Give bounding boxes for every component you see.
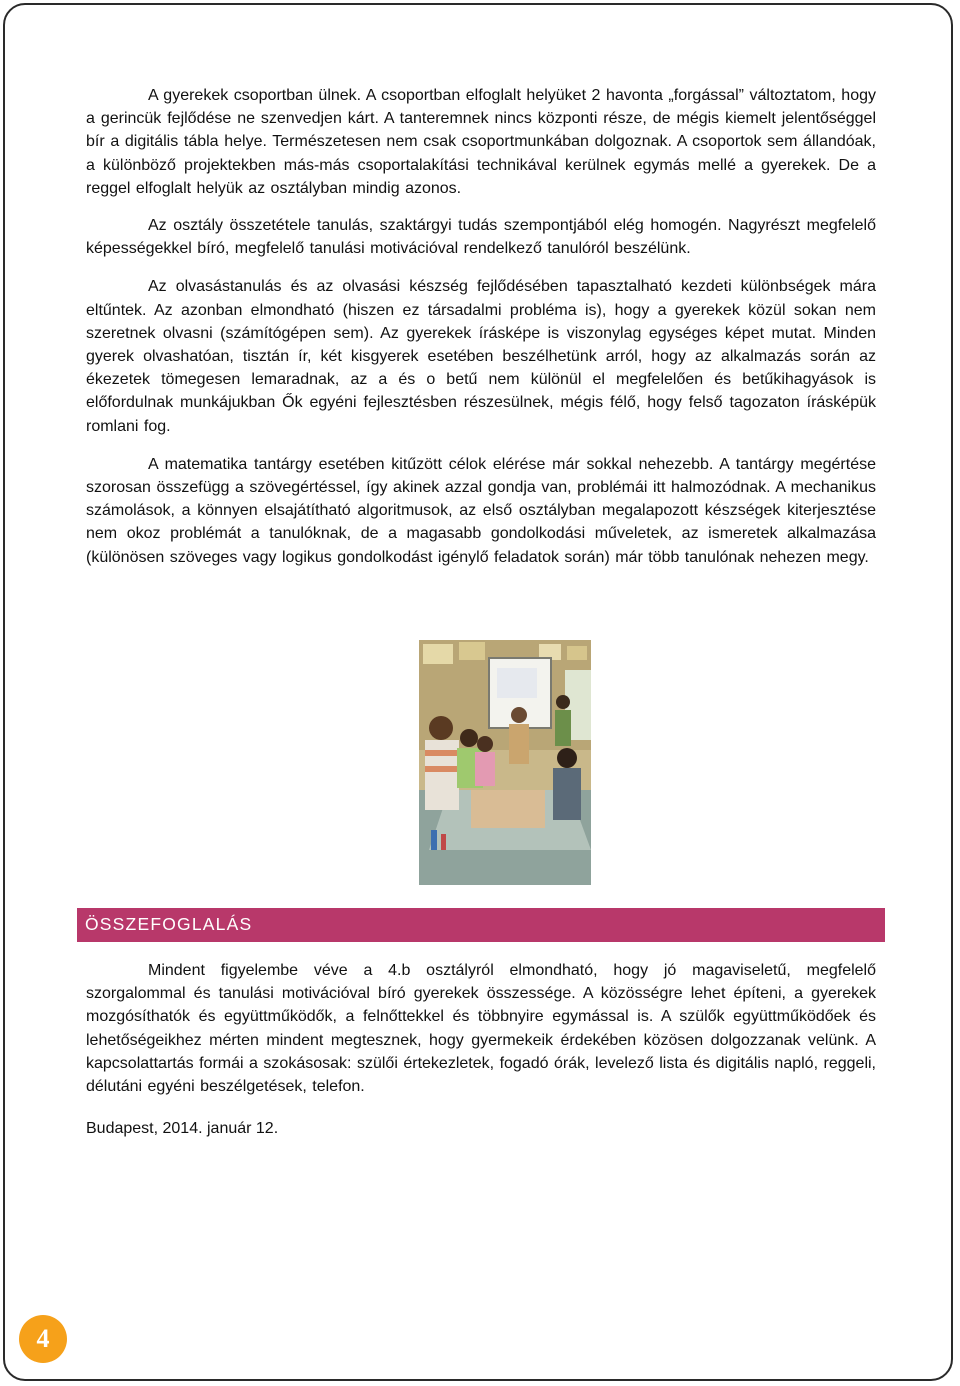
paragraph-math: A matematika tantárgy esetében kitűzött célok elérése már sokkal nehezebb. A tantárgy megértése szorosan összefügg a szövegértéssel, így akinek azzal gondja van, problémái itt halmozódnak. A mechanikus számolások, a könnyen elsajátítható algoritmusok, az első osztályban megalapozott készségek kiterjesztése nem okoz problémát a tanulóknak, de a magasabb gondolkodási műveletek, az ismeretek alkalmazása (különösen szöveges vagy logikus gondolkodást igénylő feladatok során) már több tanulónak nehezen megy. — [86, 455, 876, 566]
summary-text — [86, 959, 876, 1113]
classroom-photo — [419, 640, 591, 885]
section-heading-bar — [77, 908, 885, 942]
paragraph-summary: Mindent figyelembe véve a 4.b osztályról elmondható, hogy jó magaviseletű, megfelelő szorgalommal és tanulási motivációval bíró gyerekek összessége. A közösségre lehet építeni, a gyerekek mozgósíthatók és együttműködők, a felnőttekkel és többnyire egymással is. A szülők együttműködőek és lehetőségeikhez mérten mindent megtesznek, hogy gyermekeik érdekében közösen dolgozzanak velünk. A kapcsolattartás formái a szokásosak: szülői értekezletek, fogadó órák, levelező lista és digitális napló, reggeli, délutáni egyéni beszélgetések, telefon. — [86, 962, 876, 1096]
page-number-badge: 4 — [19, 1315, 67, 1363]
paragraph-reading: Az olvasástanulás és az olvasási készség fejlődésében tapasztalható kezdeti különbségek mára eltűntek. Az azonban elmondható (hiszen ez társadalmi probléma is), hogy a gyerekek közül sokan nem szeretnek olvasni (számítógépen sem). Az gyerekek írásképe is viszonylag egységes képet mutat. Minden gyerek olvashatóan, tisztán ír, két kisgyerek esetében beszélhetünk arról, hogy az alkalmazás során az ékezetek tömegesen lemaradnak, az a és o betű nem különül el megfelelően és betűkihagyások is előfordulnak munkájukban Ők egyéni fejlesztésben részesülnek, mégis félő, hogy felső tagozaton írásképük romlani fog. — [86, 278, 876, 435]
body-text — [86, 84, 876, 584]
section-title: ÖSSZEFOGLALÁS — [85, 914, 253, 934]
paragraph-seating: A gyerekek csoportban ülnek. A csoportban elfoglalt helyüket 2 havonta „forgással” változtatom, hogy a gerincük fejlődése ne szenvedjen kárt. A tanteremnek nincs központi része, de mégis kiemelt jelentőséggel bír a digitális tábla helye. Természetesen nem csak csoportmunkában dolgoznak. A csoportok sem állandóak, a különböző projektekben más-más csoportalakítási technikával kerülnek egymás mellé a gyerekek. De a reggel elfoglalt helyük az osztályban mindig azonos. — [86, 87, 876, 197]
date-line: Budapest, 2014. január 12. — [86, 1120, 279, 1137]
paragraph-class-composition: Az osztály összetétele tanulás, szaktárgyi tudás szempontjából elég homogén. Nagyrészt megfelelő képességekkel bíró, megfelelő tanulási motivációval rendelkező tanulóról beszélünk. — [86, 217, 876, 258]
